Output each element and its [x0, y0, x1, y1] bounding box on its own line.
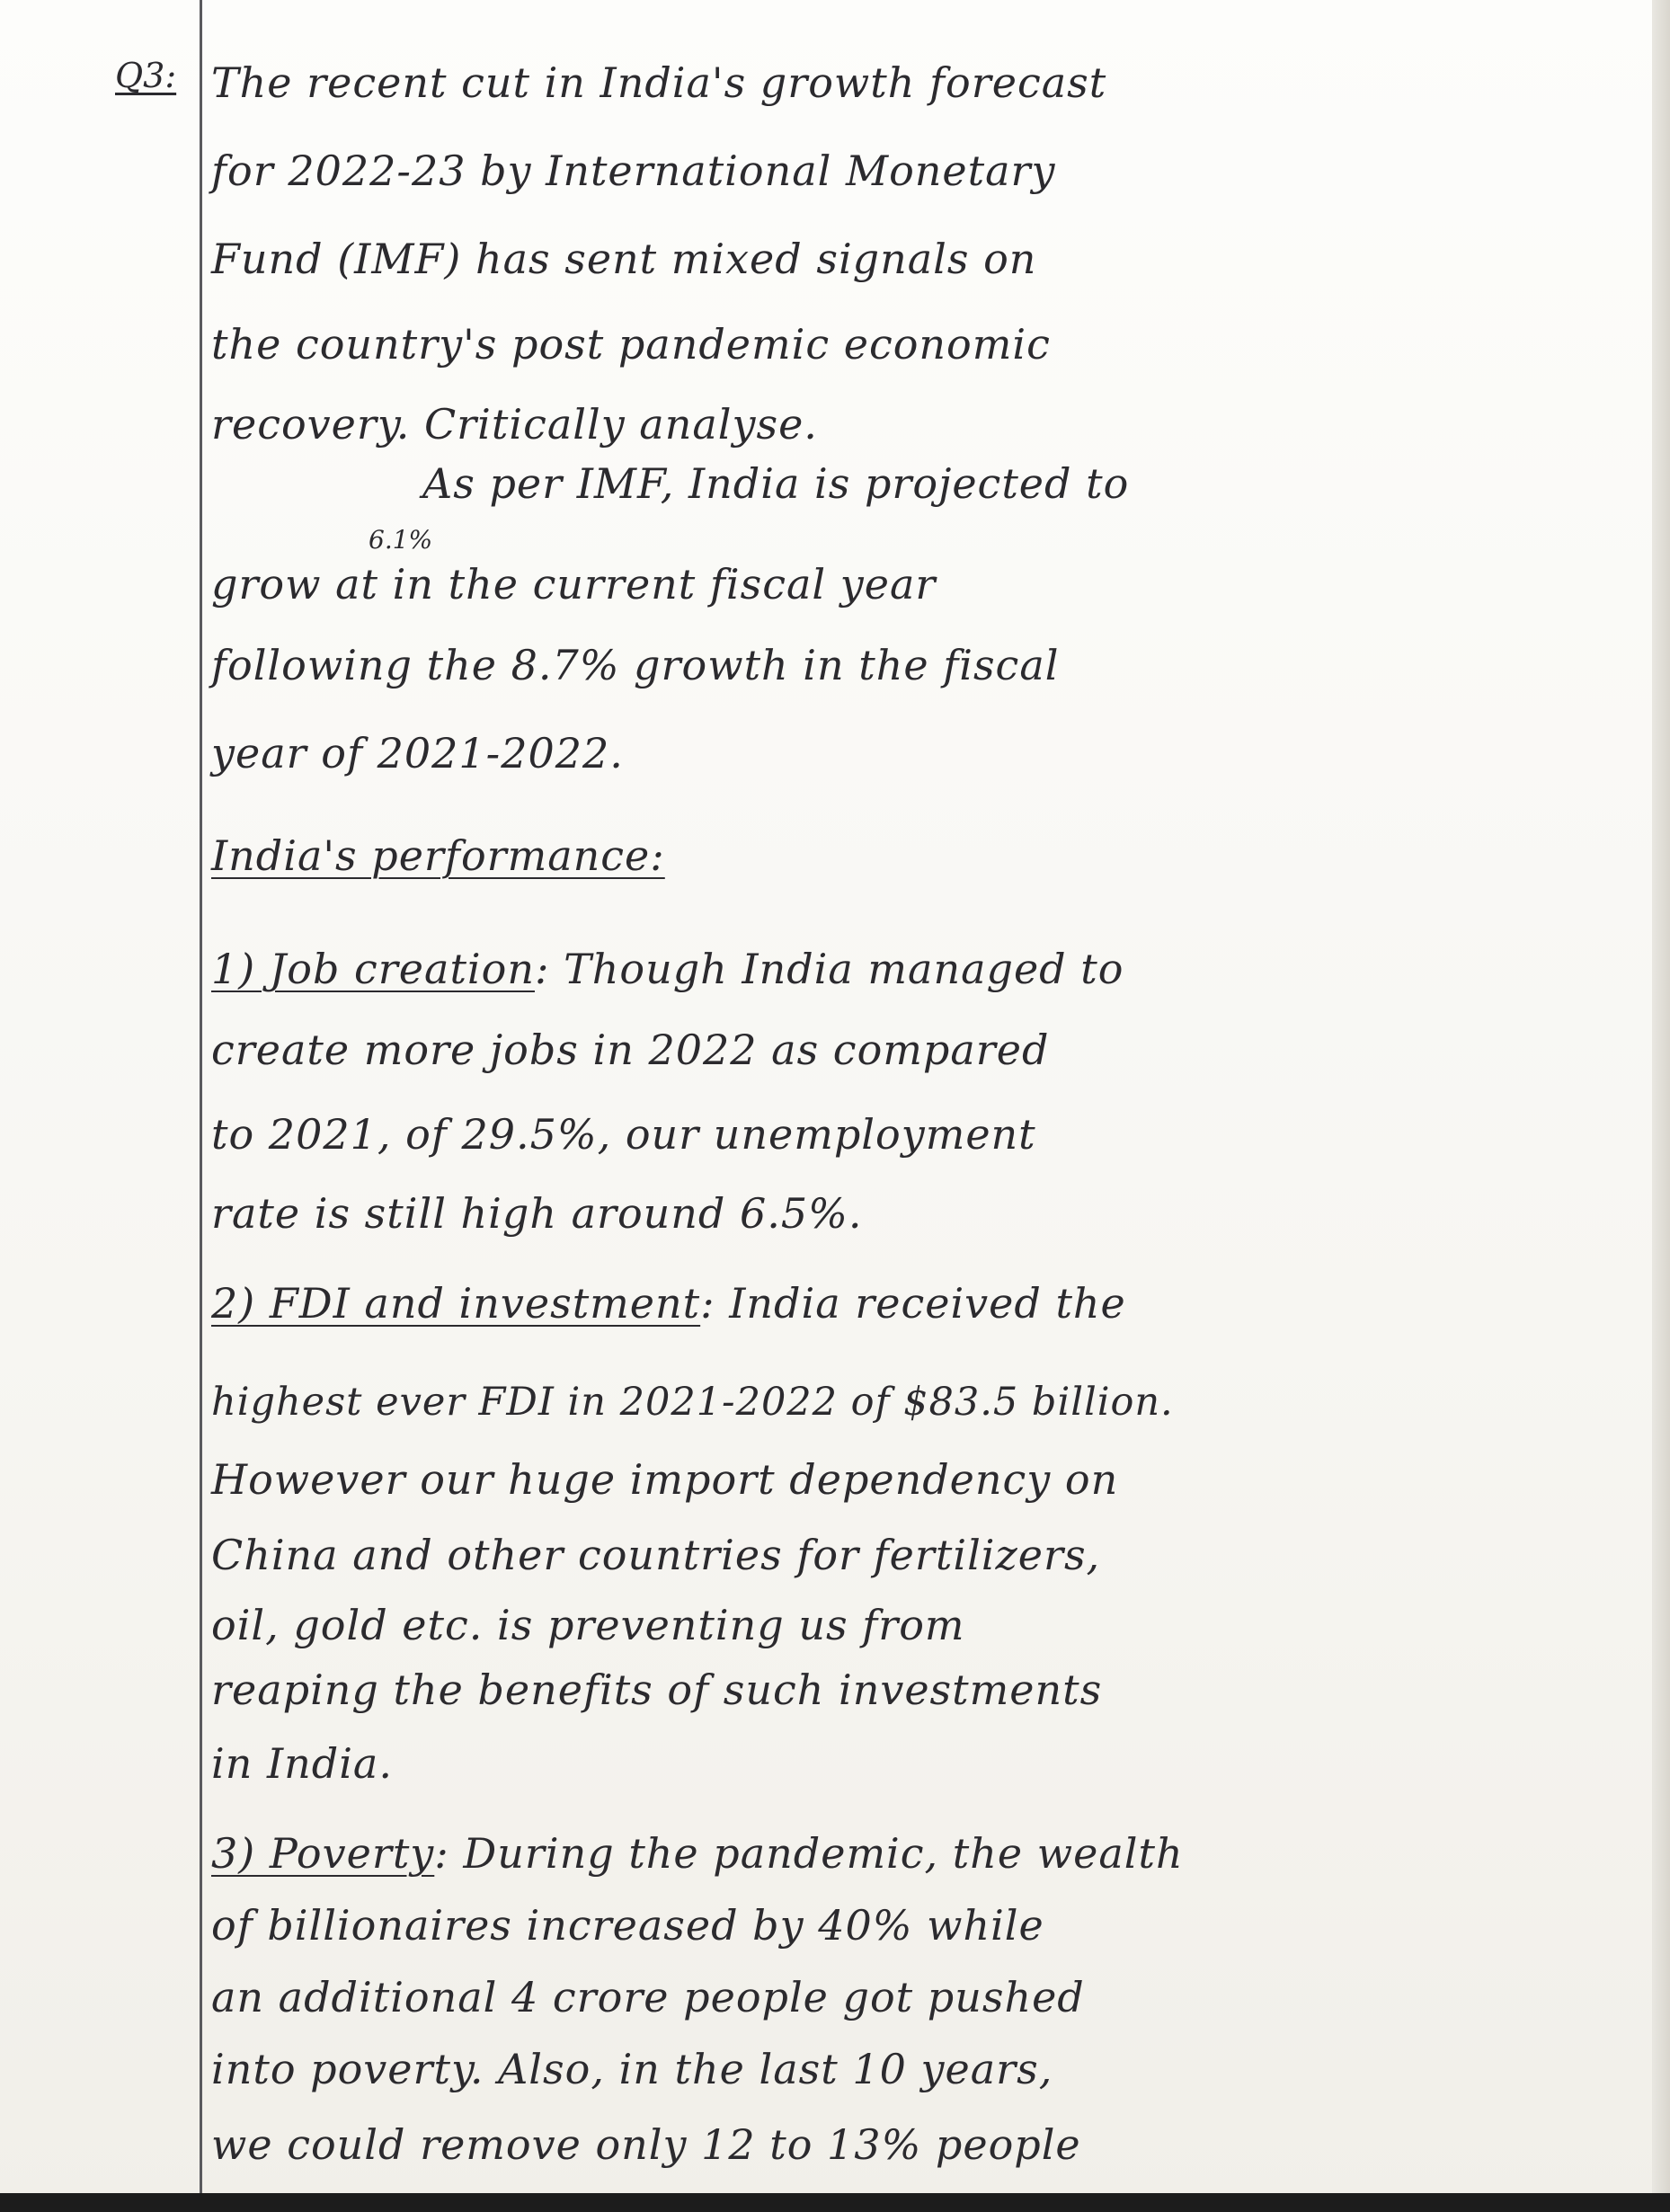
question-line-2: for 2022-23 by International Monetary — [211, 147, 1056, 195]
point-1-label: 1) Job creation — [211, 945, 535, 993]
point-2-label: 2) FDI and investment — [211, 1279, 701, 1328]
question-line-1: The recent cut in India's growth forecast — [211, 58, 1107, 107]
point-2-line-6: reaping the benefits of such investments — [211, 1666, 1103, 1714]
point-1-line-4: rate is still high around 6.5%. — [211, 1189, 863, 1238]
section-heading: India's performance: — [211, 831, 665, 880]
point-2-line-4: China and other countries for fertilizers, — [211, 1531, 1101, 1579]
point-2-line-1 — [211, 1276, 1126, 1330]
point-3-text: : During the pandemic, the wealth — [434, 1829, 1184, 1878]
margin-line — [200, 0, 202, 2212]
question-line-3: Fund (IMF) has sent mixed signals on — [211, 235, 1037, 283]
point-3-line-1 — [211, 1826, 1184, 1880]
intro-line-1: As per IMF, India is projected to — [422, 459, 1130, 508]
question-line-5: recovery. Critically analyse. — [211, 400, 818, 449]
point-3-line-4: into poverty. Also, in the last 10 years, — [211, 2045, 1053, 2093]
question-line-4: the country's post pandemic economic — [211, 320, 1051, 369]
intro-growth-note: 6.1% — [369, 525, 433, 555]
intro-line-3: following the 8.7% growth in the fiscal — [211, 641, 1060, 689]
point-3-line-2: of billionaires increased by 40% while — [211, 1901, 1044, 1950]
point-2-line-2: highest ever FDI in 2021-2022 of $83.5 billion. — [211, 1380, 1174, 1425]
question-number: Q3: — [115, 56, 177, 95]
point-1-line-3: to 2021, of 29.5%, our unemployment — [211, 1110, 1036, 1159]
point-1-text: : Though India managed to — [534, 945, 1124, 993]
point-3-line-5: we could remove only 12 to 13% people — [211, 2120, 1081, 2169]
intro-line-4: year of 2021-2022. — [211, 729, 624, 777]
page-edge-right — [1652, 0, 1670, 2212]
point-3-label: 3) Poverty — [211, 1829, 435, 1878]
point-3-line-3: an additional 4 crore people got pushed — [211, 1973, 1085, 2021]
intro-line-2: grow at in the current fiscal year — [211, 560, 937, 609]
point-2-line-7: in India. — [211, 1739, 393, 1788]
point-2-line-3: However our huge import dependency on — [211, 1455, 1119, 1504]
point-2-text: : India received the — [700, 1279, 1126, 1328]
page-edge-bottom — [0, 2193, 1670, 2212]
point-1-line-2: create more jobs in 2022 as compared — [211, 1026, 1050, 1074]
point-1-line-1 — [211, 942, 1124, 996]
point-2-line-5: oil, gold etc. is preventing us from — [211, 1601, 965, 1649]
